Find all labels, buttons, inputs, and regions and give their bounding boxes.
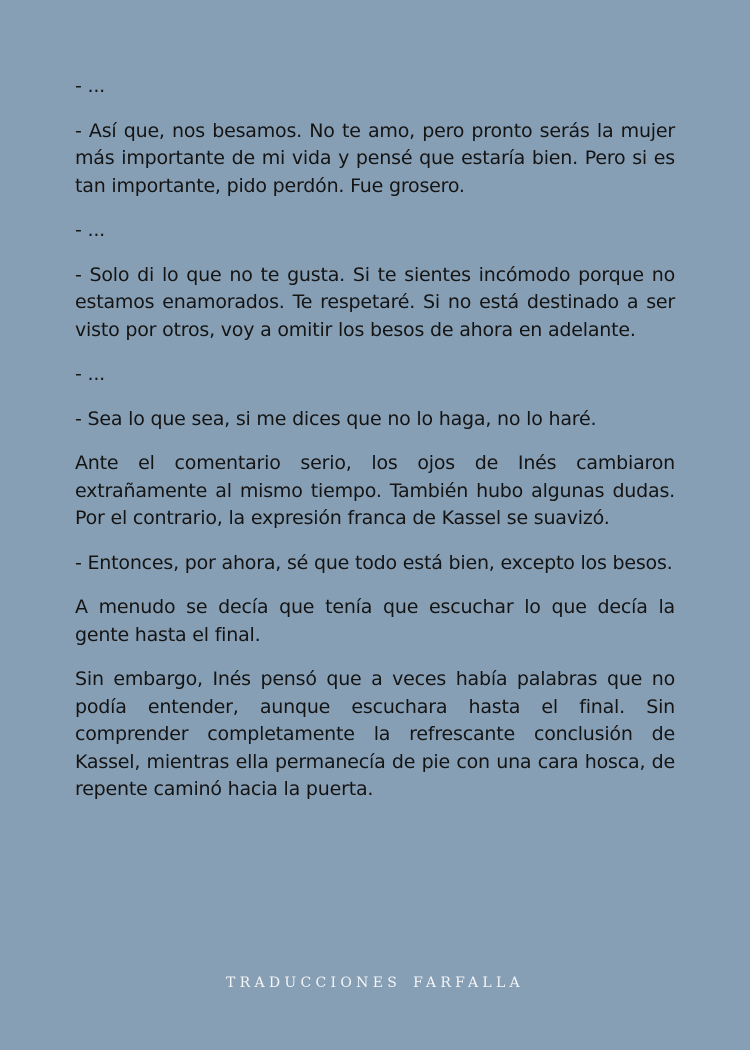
footer-word-1: TRADUCCIONES	[226, 975, 402, 991]
footer-credit	[0, 975, 750, 991]
paragraph-7: Ante el comentario serio, los ojos de Inés cambiaron extrañamente al mismo tiempo. También hubo algunas dudas. Por el contrario, la expresión franca de Kassel se suavizó.	[75, 452, 675, 529]
paragraph-1: - ...	[75, 75, 106, 97]
paragraph-10: Sin embargo, Inés pensó que a veces había palabras que no podía entender, aunque escuchara hasta el final. Sin comprender completamente la refrescante conclusión de Kassel, mientras ella permanecía de pie con una cara hosca, de repente caminó hacia la puerta.	[75, 668, 675, 800]
paragraph-6: - Sea lo que sea, si me dices que no lo haga, no lo haré.	[75, 407, 597, 430]
paragraph-9: A menudo se decía que tenía que escuchar lo que decía la gente hasta el final.	[75, 596, 675, 646]
footer-word-2: FARFALLA	[413, 975, 524, 991]
paragraph-3: - ...	[75, 219, 106, 241]
paragraph-5: - ...	[75, 363, 106, 385]
paragraph-2: - Así que, nos besamos. No te amo, pero pronto serás la mujer más importante de mi vida y pensé que estaría bien. Pero si es tan importante, pido perdón. Fue grosero.	[75, 119, 675, 197]
paragraph-8: - Entonces, por ahora, sé que todo está bien, excepto los besos.	[75, 551, 673, 574]
page-body	[75, 73, 675, 821]
paragraph-4: - Solo di lo que no te gusta. Si te sientes incómodo porque no estamos enamorados. Te respetaré. Si no está destinado a ser visto por otros, voy a omitir los besos de ahora en adelante.	[75, 263, 675, 341]
